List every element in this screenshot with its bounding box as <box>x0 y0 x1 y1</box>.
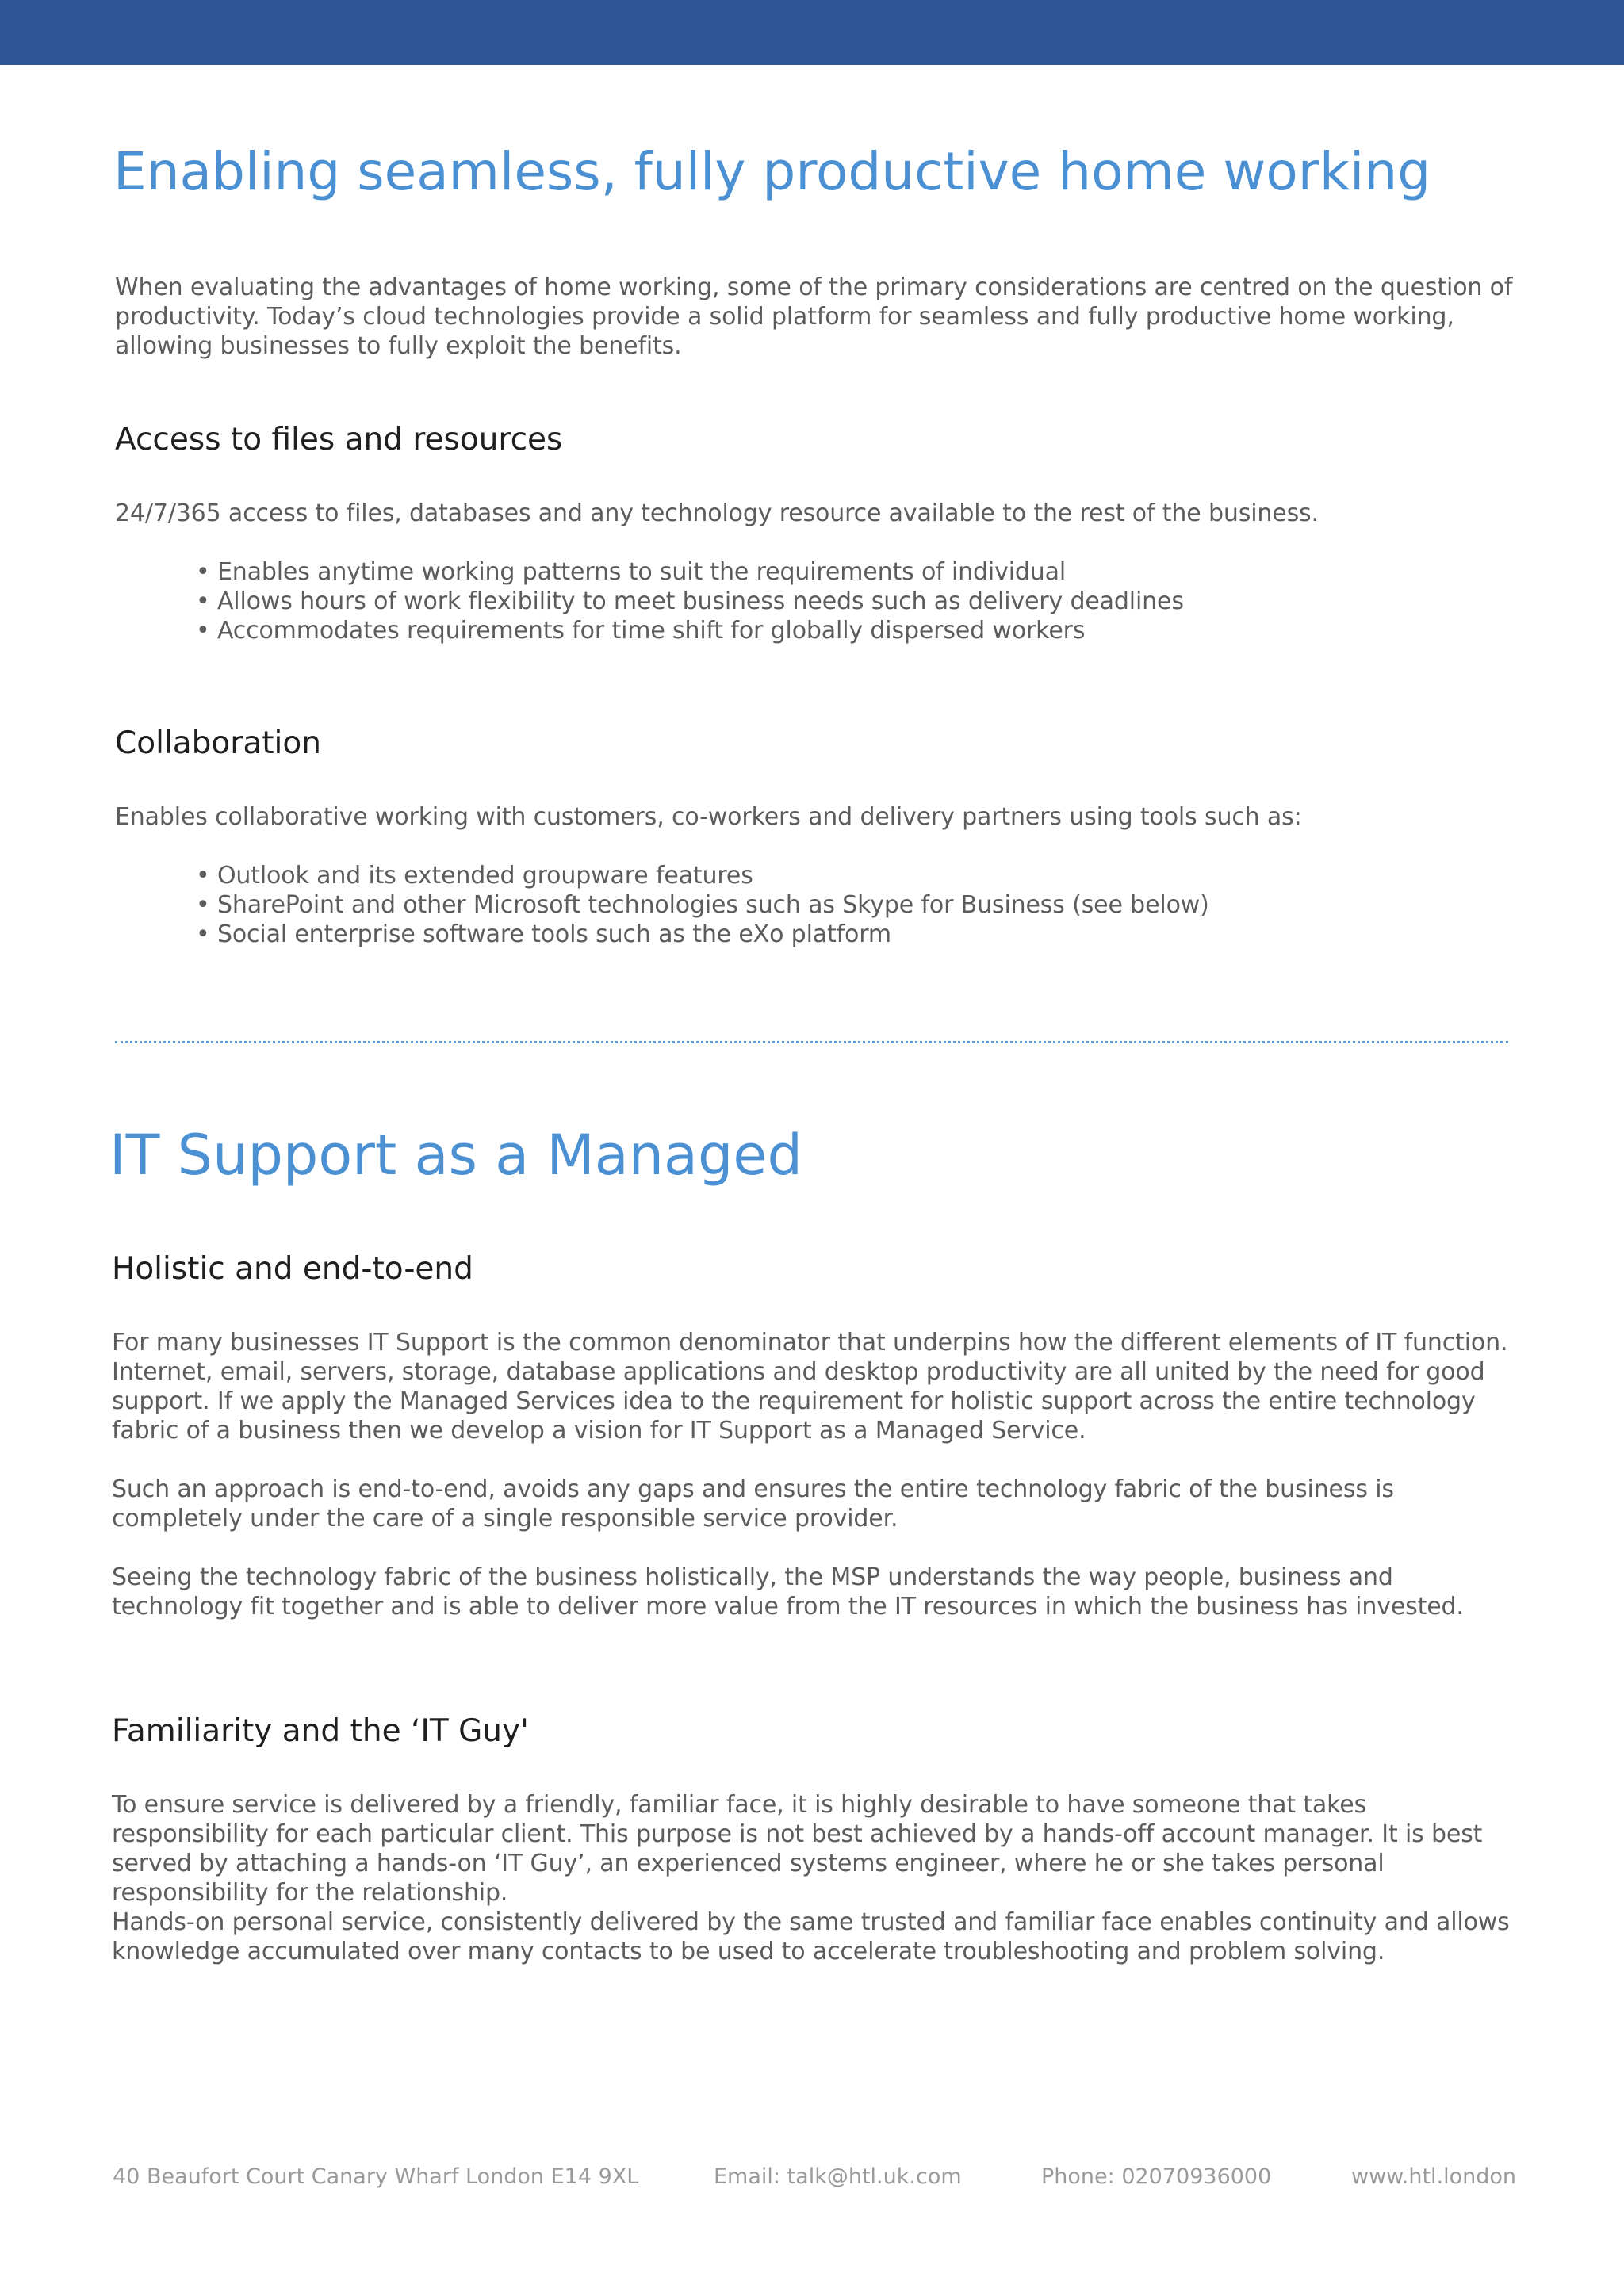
footer-phone: Phone: 02070936000 <box>1041 2164 1272 2189</box>
collaboration-bullet-list <box>196 861 1209 949</box>
section-divider <box>115 1041 1508 1043</box>
heading-holistic: Holistic and end-to-end <box>112 1251 473 1287</box>
list-item: • Social enterprise software tools such as the eXo platform <box>196 920 1209 949</box>
access-bullet-list <box>196 557 1184 645</box>
familiarity-paragraph-1: To ensure service is delivered by a friendly, familiar face, it is highly desirable to have someone that takes responsibility for each particular client. This purpose is not best achieved by a hands-off account manager. It is best served by attaching a hands-on ‘IT Guy’, an experienced systems engineer, where he or she takes personal responsibility for the relationship. <box>112 1791 1483 1907</box>
list-item: • SharePoint and other Microsoft technologies such as Skype for Business (see below) <box>196 890 1209 920</box>
holistic-paragraph-3: Seeing the technology fabric of the business holistically, the MSP understands the way people, business and technology fit together and is able to deliver more value from the IT resources in which the business has invested. <box>112 1563 1464 1621</box>
header-bar <box>0 0 1624 65</box>
footer-email[interactable]: Email: talk@htl.uk.com <box>714 2164 962 2189</box>
list-item: • Accommodates requirements for time shift for globally dispersed workers <box>196 616 1184 645</box>
access-paragraph: 24/7/365 access to files, databases and any technology resource available to the rest of the business. <box>115 499 1319 527</box>
footer-address: 40 Beaufort Court Canary Wharf London E14 9XL <box>113 2164 639 2189</box>
intro-paragraph: When evaluating the advantages of home working, some of the primary considerations are centred on the question of productivity. Today’s cloud technologies provide a solid platform for seamless and fully productive home working, allowing businesses to fully exploit the benefits. <box>115 274 1513 360</box>
footer-website[interactable]: www.htl.london <box>1351 2164 1517 2189</box>
familiarity-paragraph-2: Hands-on personal service, consistently delivered by the same trusted and familiar face enables continuity and allows knowledge accumulated over many contacts to be used to accelerate troubleshooting and problem solving. <box>112 1908 1510 1965</box>
list-item: • Outlook and its extended groupware features <box>196 861 1209 890</box>
heading-access-files: Access to files and resources <box>115 422 563 457</box>
section-title-it-support: IT Support as a Managed <box>109 1123 802 1188</box>
holistic-paragraph-1: For many businesses IT Support is the common denominator that underpins how the different elements of IT function. Internet, email, servers, storage, database applications and desktop productivity are all united by the need for good support. If we apply the Managed Services idea to the requirement for holistic support across the entire technology fabric of a business then we develop a vision for IT Support as a Managed Service. <box>112 1329 1508 1445</box>
holistic-paragraph-2: Such an approach is end-to-end, avoids any gaps and ensures the entire technology fabric of the business is completely under the care of a single responsible service provider. <box>112 1475 1394 1533</box>
section-title-home-working: Enabling seamless, fully productive home working <box>113 141 1431 202</box>
list-item: • Enables anytime working patterns to suit the requirements of individual <box>196 557 1184 587</box>
heading-collaboration: Collaboration <box>115 725 321 761</box>
heading-familiarity: Familiarity and the ‘IT Guy' <box>112 1713 529 1749</box>
list-item: • Allows hours of work flexibility to meet business needs such as delivery deadlines <box>196 587 1184 616</box>
collaboration-paragraph: Enables collaborative working with customers, co-workers and delivery partners using tools such as: <box>115 803 1302 831</box>
